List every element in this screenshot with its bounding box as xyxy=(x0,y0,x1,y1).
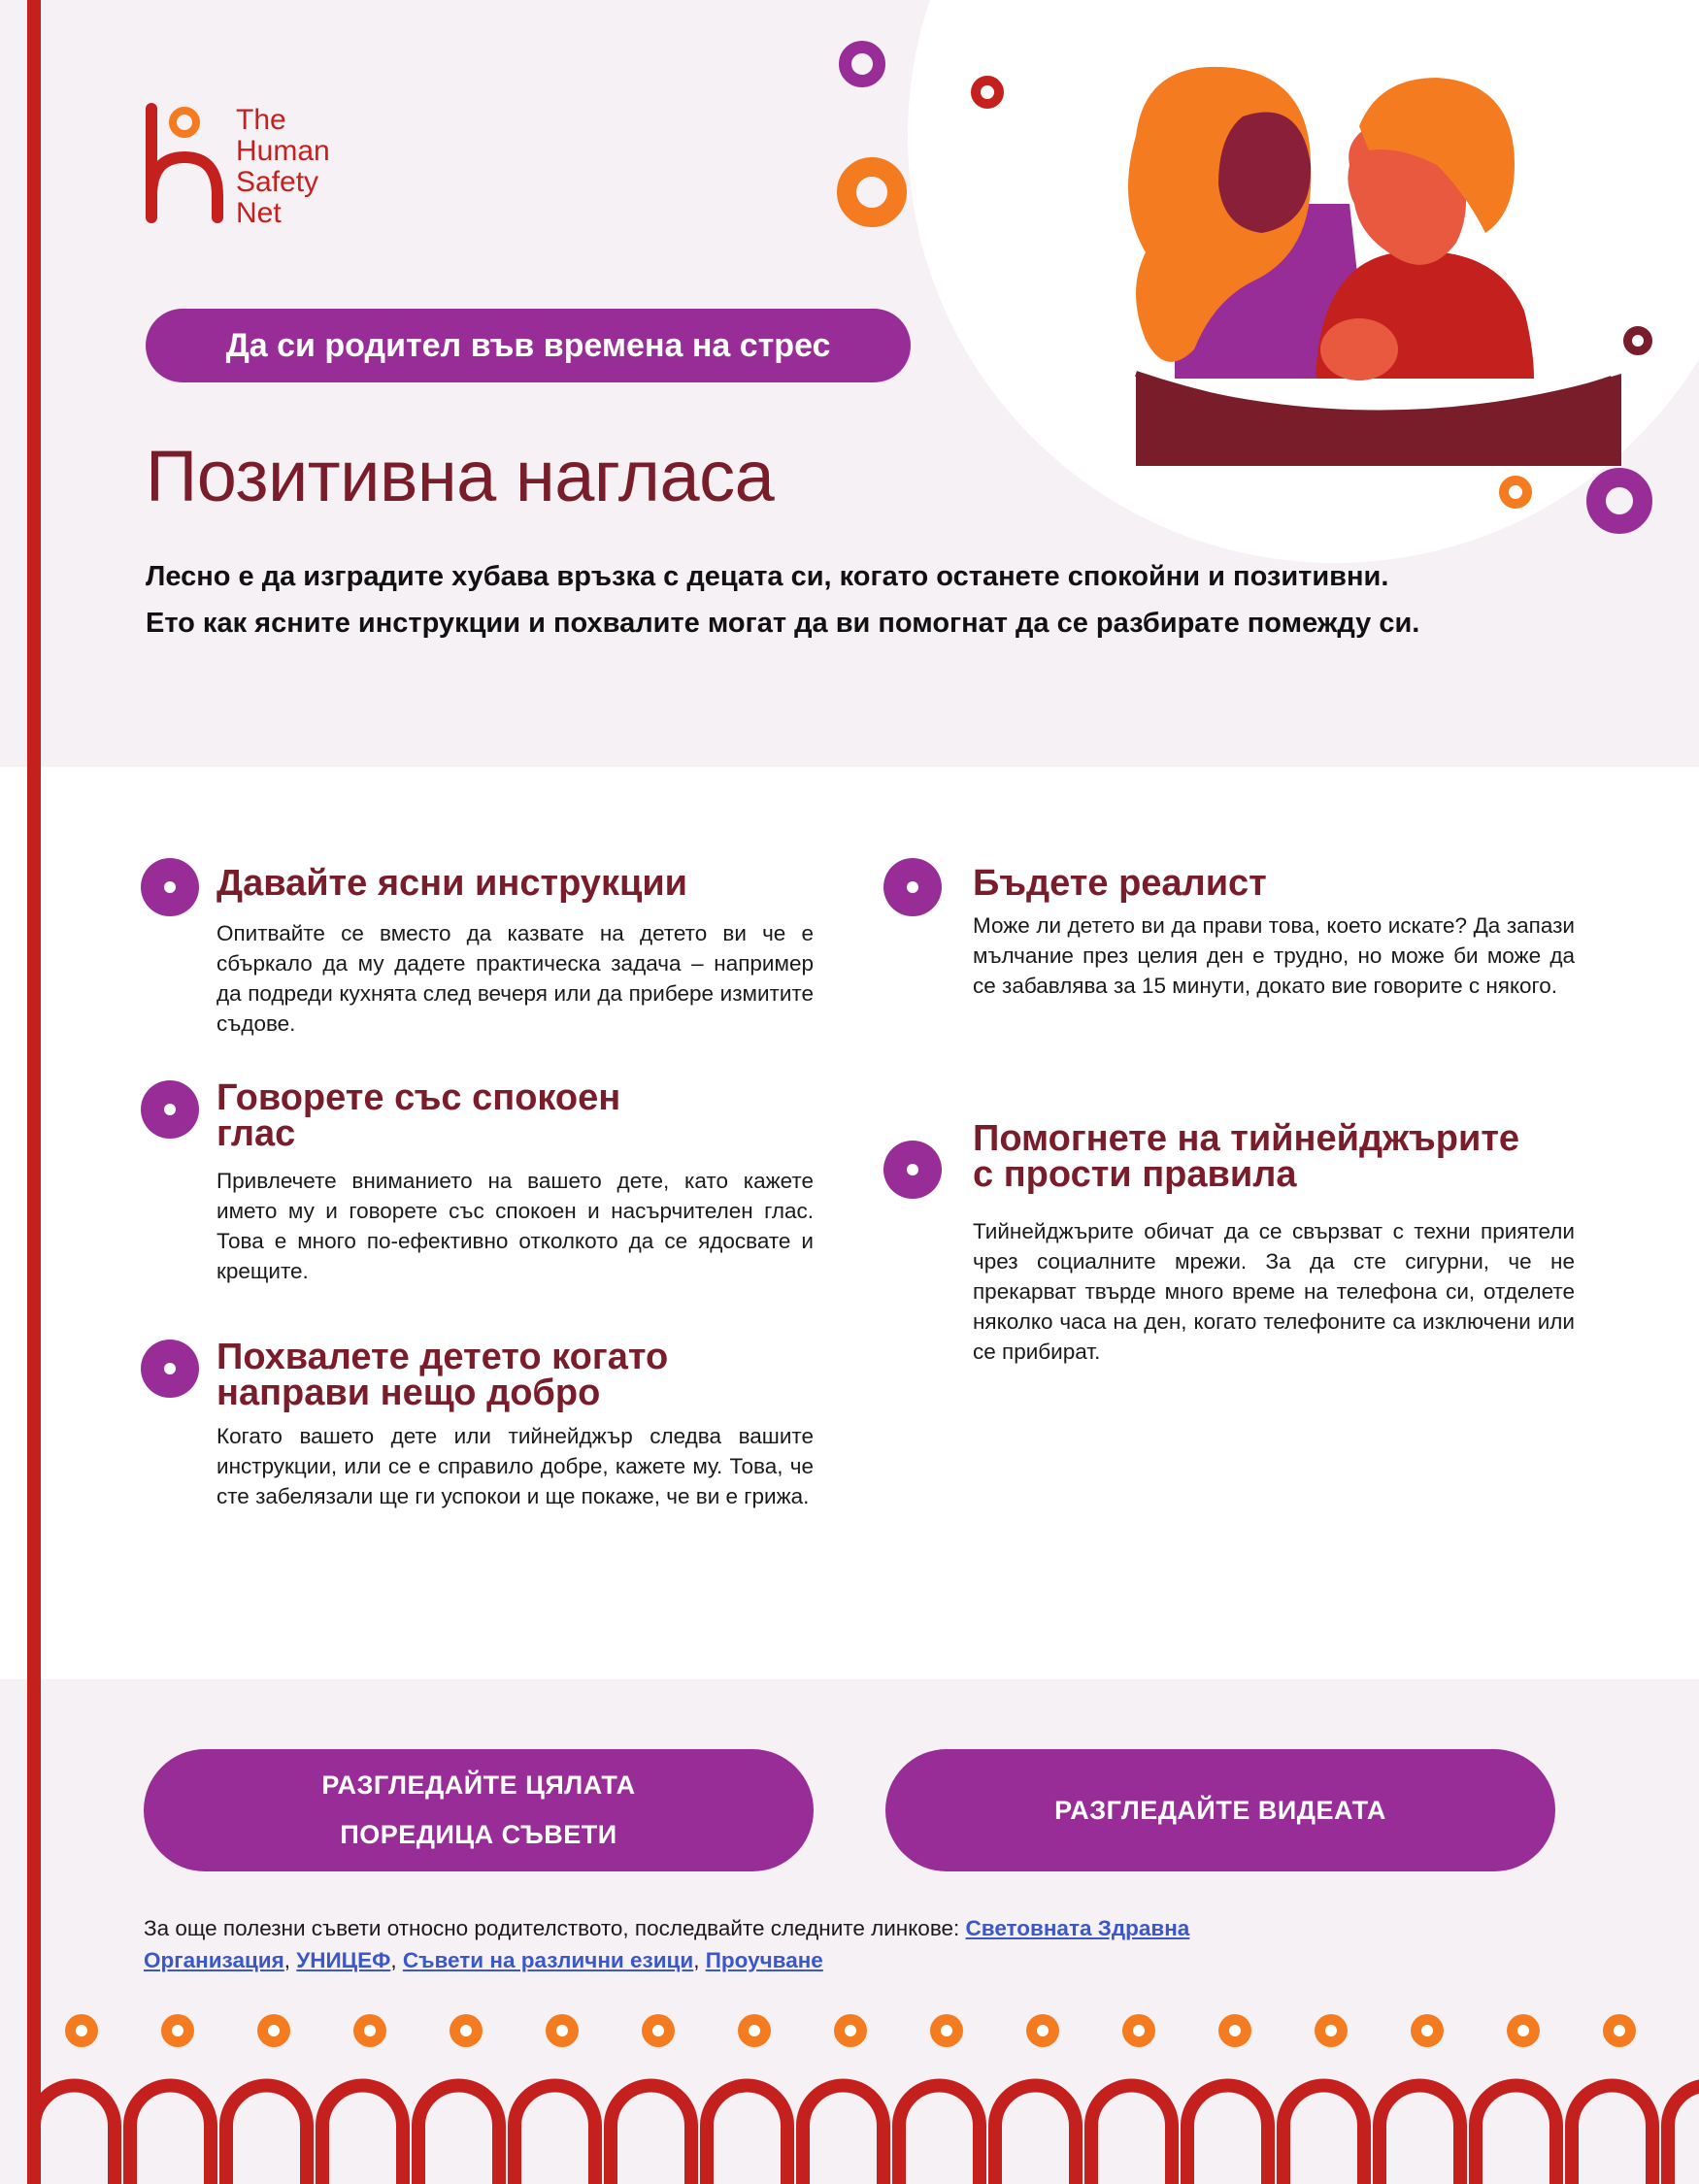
tip-praise-child xyxy=(141,1337,820,1563)
link-languages[interactable]: Съвети на различни езици xyxy=(402,1948,694,1972)
footer-arch xyxy=(1091,2086,1172,2184)
left-accent-bar xyxy=(27,0,41,2184)
tip-body: Когато вашето дете или тийнейджър следва вашите инструкции, или се е справило добре, кажете му. Това, че сте забелязали ще ги успокои и ще покаже, че ви е грижа. xyxy=(217,1424,814,1508)
footer-arch xyxy=(1187,2086,1268,2184)
decorative-ring-center xyxy=(556,2025,568,2036)
link-unicef[interactable]: УНИЦЕФ xyxy=(296,1948,391,1972)
decorative-ring-center xyxy=(652,2025,664,2036)
decorative-ring-center xyxy=(845,2025,856,2036)
tip-title: Бъдете реалист xyxy=(973,863,1267,904)
decorative-ring-center xyxy=(1421,2025,1433,2036)
footer-arch xyxy=(707,2086,787,2184)
footer-arch xyxy=(515,2086,595,2184)
decorative-ring xyxy=(1623,326,1652,355)
decorative-ring-center xyxy=(268,2025,280,2036)
decorative-ring-center xyxy=(460,2025,472,2036)
tip-be-realistic xyxy=(883,858,1582,1052)
decorative-ring xyxy=(1499,476,1532,509)
circle-bullet-icon xyxy=(883,858,942,916)
tip-body: Тийнейджърите обичат да се свързват с техни приятели чрез социалните мрежи. За да сте сигурни, че не прекарват твърде много време на телефона си, отделете няколко часа на ден, когато телефоните са изключени или се прибират. xyxy=(973,1219,1575,1364)
tip-title: Помогнете на тийнейджърите с прости правила xyxy=(973,1118,1520,1195)
logo-wordmark: The Human Safety Net xyxy=(236,104,330,229)
footer-arch xyxy=(418,2086,499,2184)
footer-arches-decoration xyxy=(0,2000,1699,2184)
footer-arch xyxy=(226,2086,307,2184)
link-who[interactable]: Световната Здравна Организация xyxy=(144,1916,1190,1972)
page-title: Позитивна нагласа xyxy=(146,436,775,516)
circle-bullet-icon xyxy=(141,858,199,916)
footer-arch xyxy=(322,2086,403,2184)
tip-title: Говорете със спокоен глас xyxy=(217,1077,621,1154)
tip-teen-rules xyxy=(883,1118,1582,1373)
decorative-ring-center xyxy=(76,2025,87,2036)
tip-body: Може ли детето ви да прави това, което искате? Да запази мълчание през целия ден е трудно, но може би може да се забавлява за 15 минути, докато вие говорите с някого. xyxy=(973,913,1575,998)
footer-arch xyxy=(1380,2086,1460,2184)
tip-body: Опитвайте се вместо да казвате на детето ви че е сбъркало да му дадете практическа задача – например да подреди кухнята след вечеря или да прибере измитите съдове. xyxy=(217,921,814,1036)
decorative-ring-center xyxy=(1229,2025,1241,2036)
tip-title: Похвалете детето когато направи нещо добро xyxy=(217,1337,669,1413)
logo-h-mark xyxy=(144,103,231,225)
footer-arch xyxy=(1476,2086,1556,2184)
decorative-ring-center xyxy=(1517,2025,1529,2036)
view-videos-button[interactable]: РАЗГЛЕДАЙТЕ ВИДЕАТА xyxy=(885,1749,1555,1871)
footer-arch xyxy=(1283,2086,1364,2184)
footer-arch xyxy=(899,2086,980,2184)
tip-calm-voice xyxy=(141,1077,820,1304)
footer-arch xyxy=(1572,2086,1652,2184)
decorative-ring-center xyxy=(1133,2025,1145,2036)
circle-bullet-icon xyxy=(141,1340,199,1398)
footer-arch xyxy=(1668,2086,1699,2184)
view-all-tips-button[interactable]: РАЗГЛЕДАЙТЕ ЦЯЛАТА ПОРЕДИЦА СЪВЕТИ xyxy=(144,1749,814,1871)
couple-illustration xyxy=(1107,58,1650,466)
link-learning[interactable]: Проучване xyxy=(705,1948,823,1972)
more-resources-text: За още полезни съвети относно родителството, последвайте следните линкове: Световната Здравна Организация, УНИЦЕФ, Съвети на различни езици, Проучване xyxy=(144,1916,1190,1972)
decorative-ring xyxy=(839,41,885,87)
footer-arch xyxy=(611,2086,691,2184)
intro-text: Лесно е да изградите хубава връзка с децата си, когато останете спокойни и позитивни. Ето как ясните инструкции и похвалите могат да ви помогнат да се разбирате помежду си. xyxy=(146,561,1420,639)
circle-bullet-icon xyxy=(883,1141,942,1199)
decorative-ring xyxy=(1586,468,1652,534)
decorative-ring-center xyxy=(172,2025,183,2036)
logo[interactable] xyxy=(144,103,377,229)
circle-bullet-icon xyxy=(141,1080,199,1139)
decorative-ring xyxy=(971,76,1004,109)
decorative-ring-center xyxy=(1614,2025,1625,2036)
series-title-badge: Да си родител във времена на стрес xyxy=(146,309,911,382)
tip-clear-instructions xyxy=(141,858,820,1052)
decorative-ring-center xyxy=(941,2025,952,2036)
decorative-ring-center xyxy=(749,2025,760,2036)
decorative-ring-center xyxy=(1325,2025,1337,2036)
tip-body: Привлечете вниманието на вашето дете, като кажете името му и говорете със спокоен и насърчителен глас. Това е много по-ефективно отколкото да се ядосвате и крещите. xyxy=(217,1169,814,1283)
footer-arch xyxy=(130,2086,211,2184)
tip-title: Давайте ясни инструкции xyxy=(217,863,688,904)
decorative-ring-center xyxy=(364,2025,376,2036)
footer-arch xyxy=(995,2086,1076,2184)
footer-arch xyxy=(803,2086,883,2184)
decorative-ring-center xyxy=(1037,2025,1049,2036)
footer-arch xyxy=(34,2086,115,2184)
decorative-ring xyxy=(837,157,907,227)
